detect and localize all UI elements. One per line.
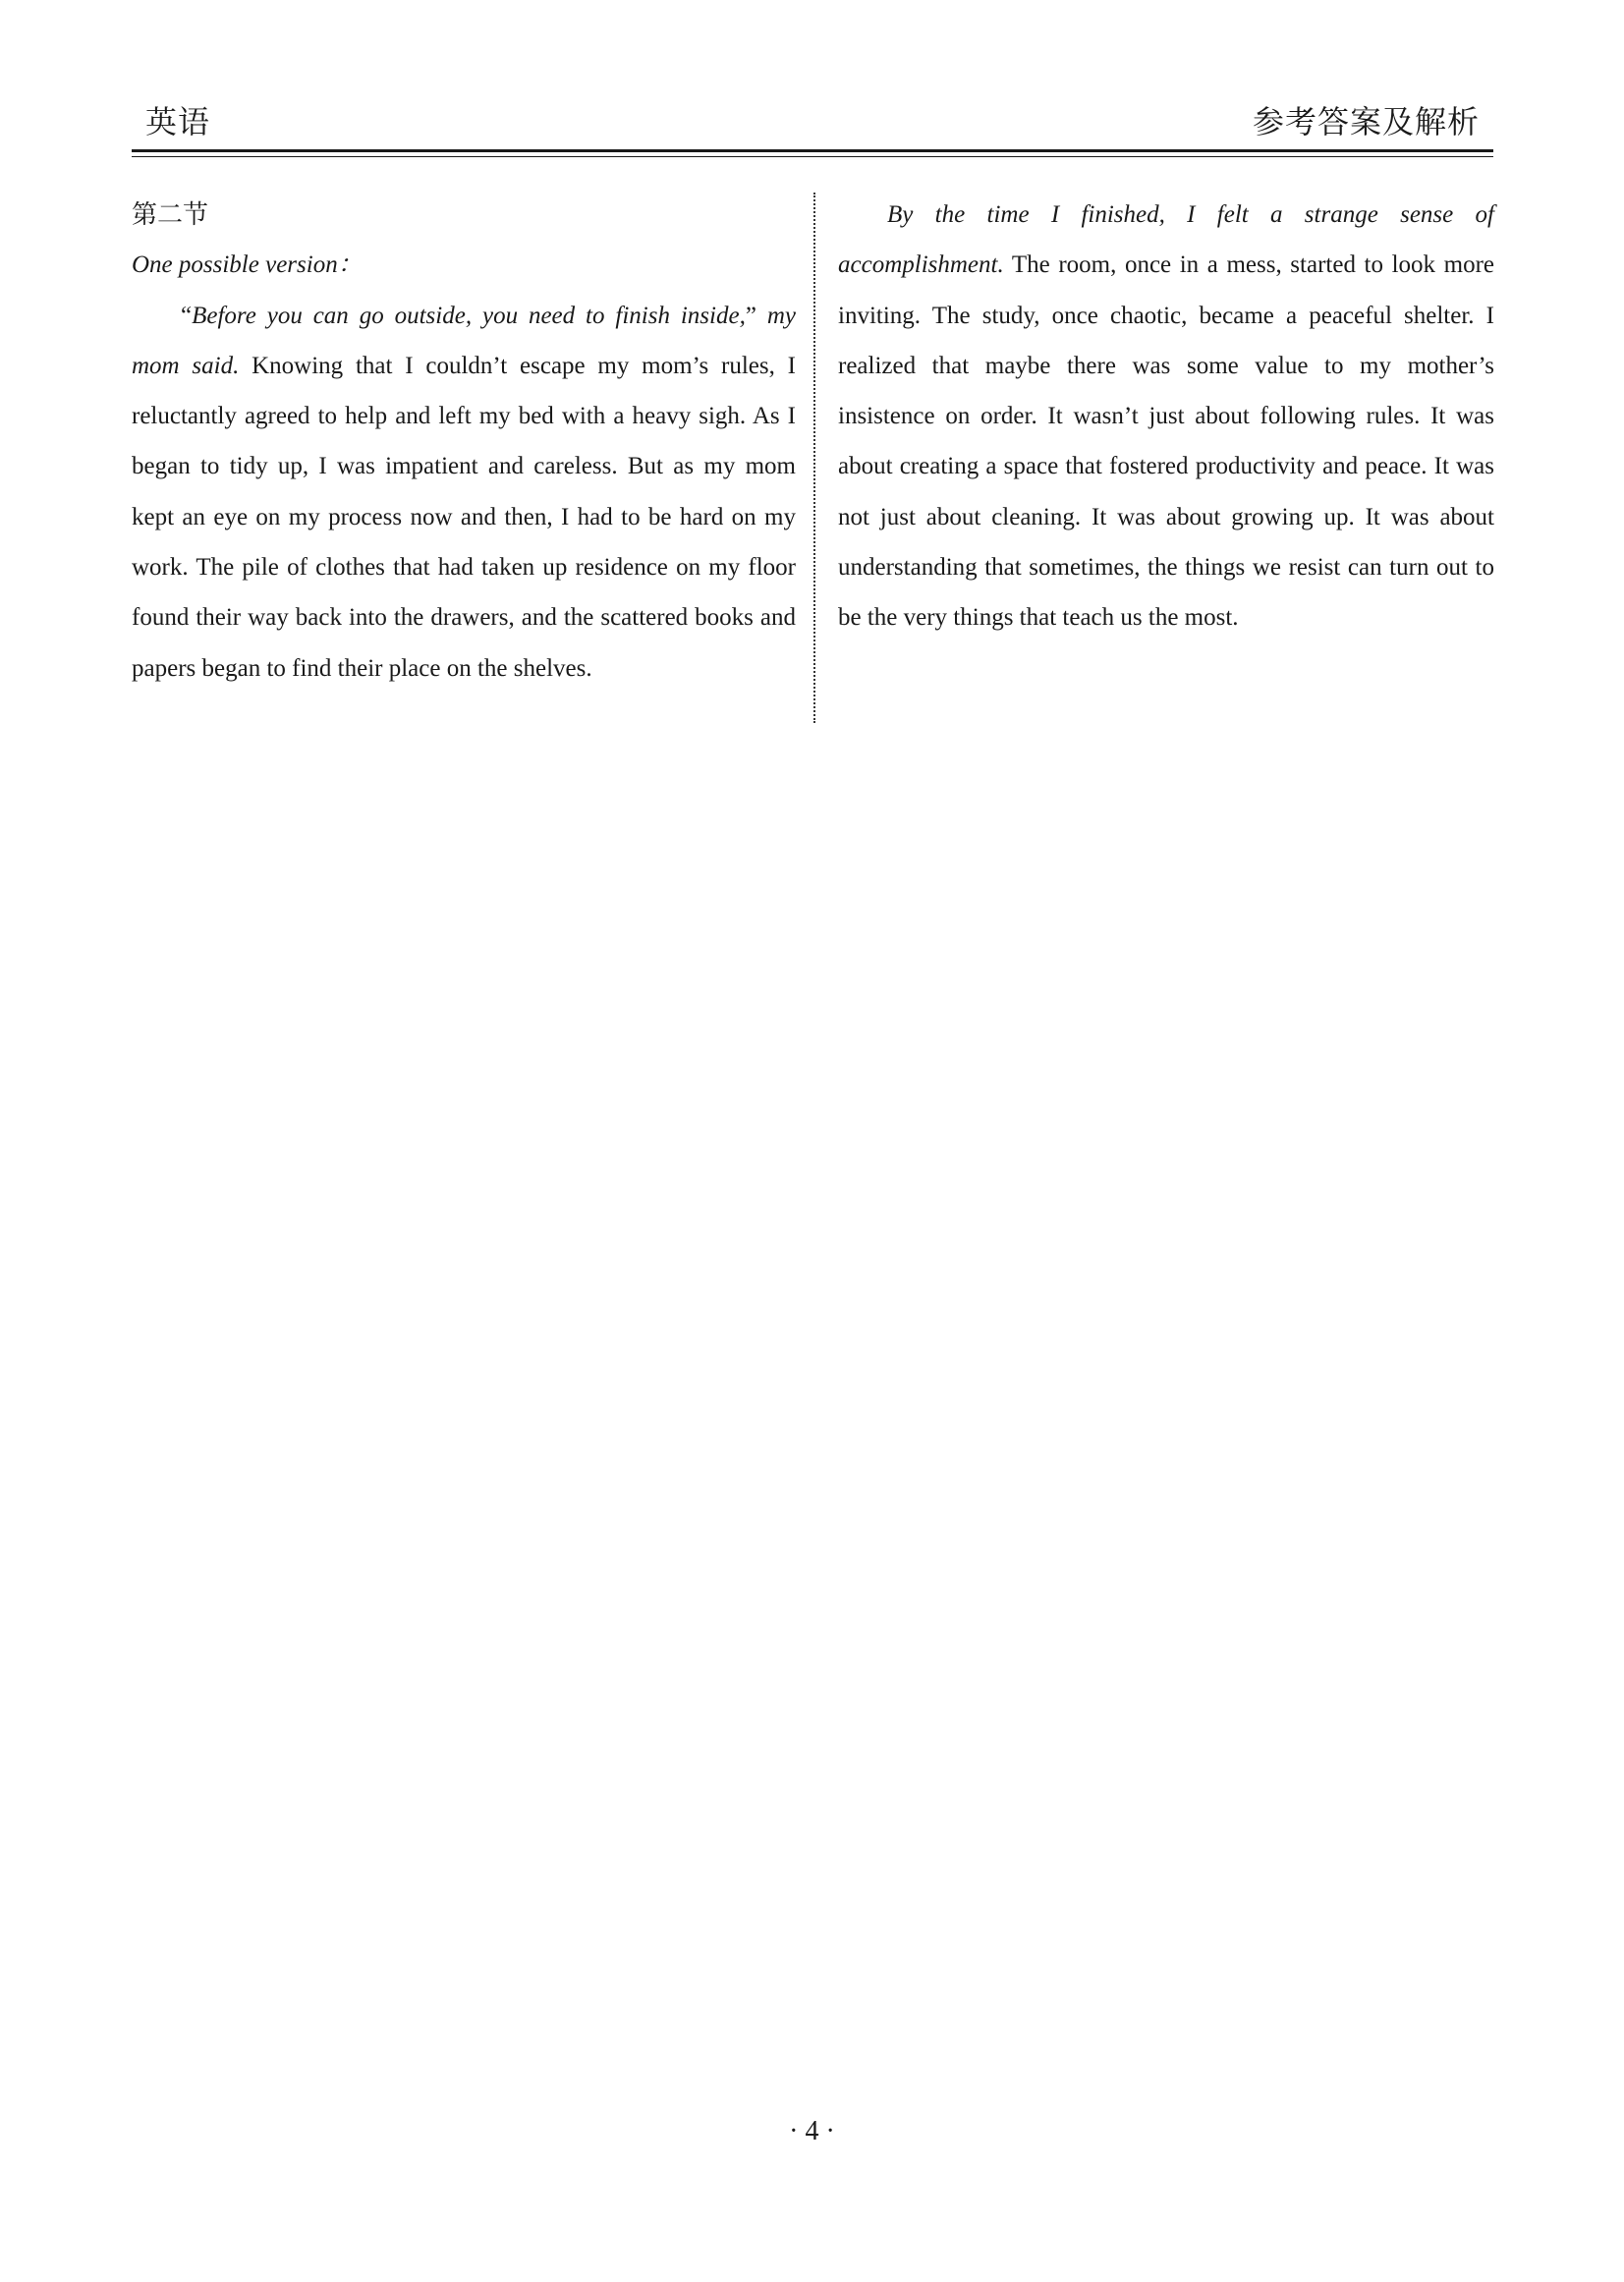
header-rule-thin [132, 156, 1493, 157]
column-divider [813, 193, 815, 723]
right-column [838, 190, 1494, 643]
section-title: 第二节 [132, 200, 209, 229]
page-header [132, 98, 1493, 145]
page-number: · 4 · [789, 2116, 835, 2146]
version-label: One possible version： [132, 251, 363, 279]
essay-paragraph-2 [838, 190, 1494, 643]
paragraph-body: The room, once in a mess, started to look more inviting. The study, once chaotic, became a peaceful shelter. I realized that maybe there was some value to my mother’s insistence on order. It wasn’t just about following rules. It was about creating a space that fostered productivity and peace. It was not just about cleaning. It was about growing up. It was about understanding that sometimes, the things we resist can turn out to be the very things that teach us the most. [838, 251, 1494, 632]
left-column [132, 190, 796, 694]
header-rule-thick [132, 149, 1493, 152]
subject-title: 英语 [145, 104, 211, 139]
essay-paragraph-1 [132, 291, 796, 694]
quote-close-mark: ” [745, 302, 756, 329]
paragraph-body: Knowing that I couldn’t escape my mom’s rules, I reluctantly agreed to help and left my bed with a heavy sigh. As I began to tidy up, I was impatient and careless. But as my mom kept an eye on my process now and then, I had to be hard on my work. The pile of clothes that had taken up residence on my floor found their way back into the drawers, and the scattered books and papers began to find their place on the shelves. [132, 352, 796, 682]
quote-open-mark: “ [181, 302, 193, 329]
italic-lead-sentence: By the time I finished, I felt a strange sense of accomplishment. [838, 201, 1494, 279]
italic-quote: Before you can go outside, you need to finish inside, [192, 302, 746, 329]
italic-attribution: my mom said. [132, 302, 797, 379]
answer-key-title: 参考答案及解析 [1252, 104, 1480, 139]
